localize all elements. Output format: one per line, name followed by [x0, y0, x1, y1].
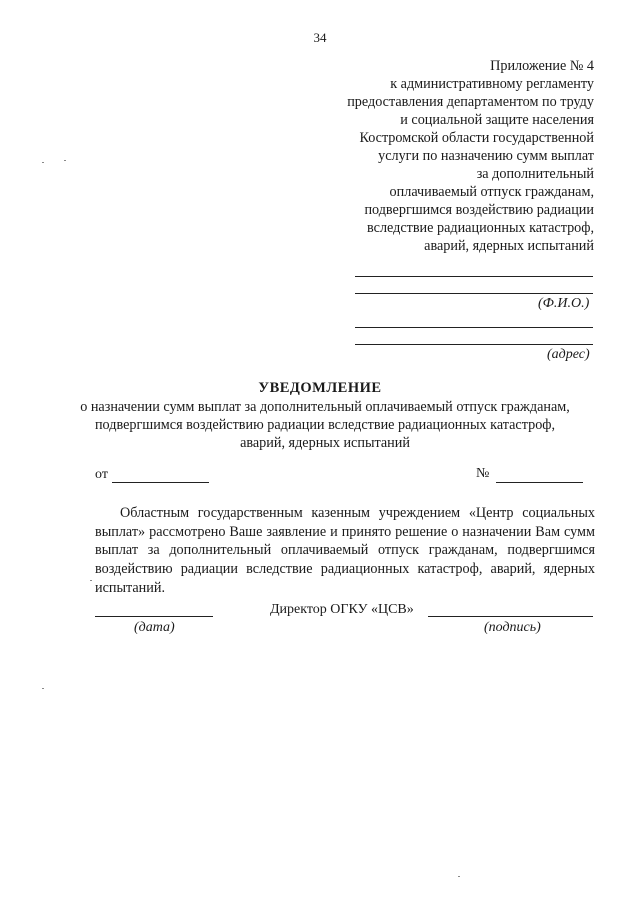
address-line-2: [355, 344, 593, 345]
appendix-line: вследствие радиационных катастроф,: [367, 220, 594, 236]
appendix-header: [294, 57, 594, 255]
appendix-line: предоставления департаментом по труду: [347, 94, 594, 110]
scan-speck: [42, 688, 44, 689]
fio-line-1: [355, 276, 593, 277]
signature-caption: (подпись): [484, 620, 541, 635]
appendix-line: аварий, ядерных испытаний: [424, 238, 594, 254]
appendix-line: оплачиваемый отпуск гражданам,: [389, 184, 594, 200]
notice-subtitle: о назначении сумм выплат за дополнительный оплачиваемый отпуск гражданам, подвергшимся воздействию радиации вследствие радиационных катастроф, аварий, ядерных испытаний: [80, 399, 570, 451]
appendix-line: Приложение № 4: [490, 58, 594, 74]
date-line: [95, 616, 213, 617]
appendix-line: подвергшимся воздействию радиации: [364, 202, 594, 218]
scan-speck: [458, 876, 460, 877]
number-line: [496, 482, 583, 483]
scan-speck: [90, 580, 92, 581]
fio-line-2: [355, 293, 593, 294]
appendix-line: за дополнительный: [476, 166, 594, 182]
appendix-line: услуги по назначению сумм выплат: [378, 148, 594, 164]
scan-speck: [42, 162, 44, 163]
number-label: №: [476, 466, 490, 481]
page-number: 34: [313, 30, 327, 45]
notice-body: [95, 504, 595, 598]
fio-caption: (Ф.И.О.): [538, 296, 590, 311]
address-caption: (адрес): [547, 347, 590, 362]
from-label: от: [95, 467, 108, 482]
appendix-line: к административному регламенту: [390, 76, 594, 92]
scan-speck: [64, 160, 66, 161]
notice-body-text: Областным государственным казенным учреждением «Центр социальных выплат» рассмотрено Ваше заявление и принято решение о назначении Вам сумм выплат за дополнительный оплачиваемый отпуск гражданам, подвергшимся воздействию радиации вследствие радиационных катастроф, аварий, ядерных испытаний.: [95, 505, 595, 596]
appendix-line: и социальной защите населения: [400, 112, 594, 128]
date-caption: (дата): [134, 620, 175, 635]
address-line-1: [355, 327, 593, 328]
signature-line: [428, 616, 593, 617]
notice-title: УВЕДОМЛЕНИЕ: [258, 380, 382, 396]
from-date-line: [112, 482, 209, 483]
appendix-line: Костромской области государственной: [359, 130, 594, 146]
director-label: Директор ОГКУ «ЦСВ»: [270, 602, 414, 617]
